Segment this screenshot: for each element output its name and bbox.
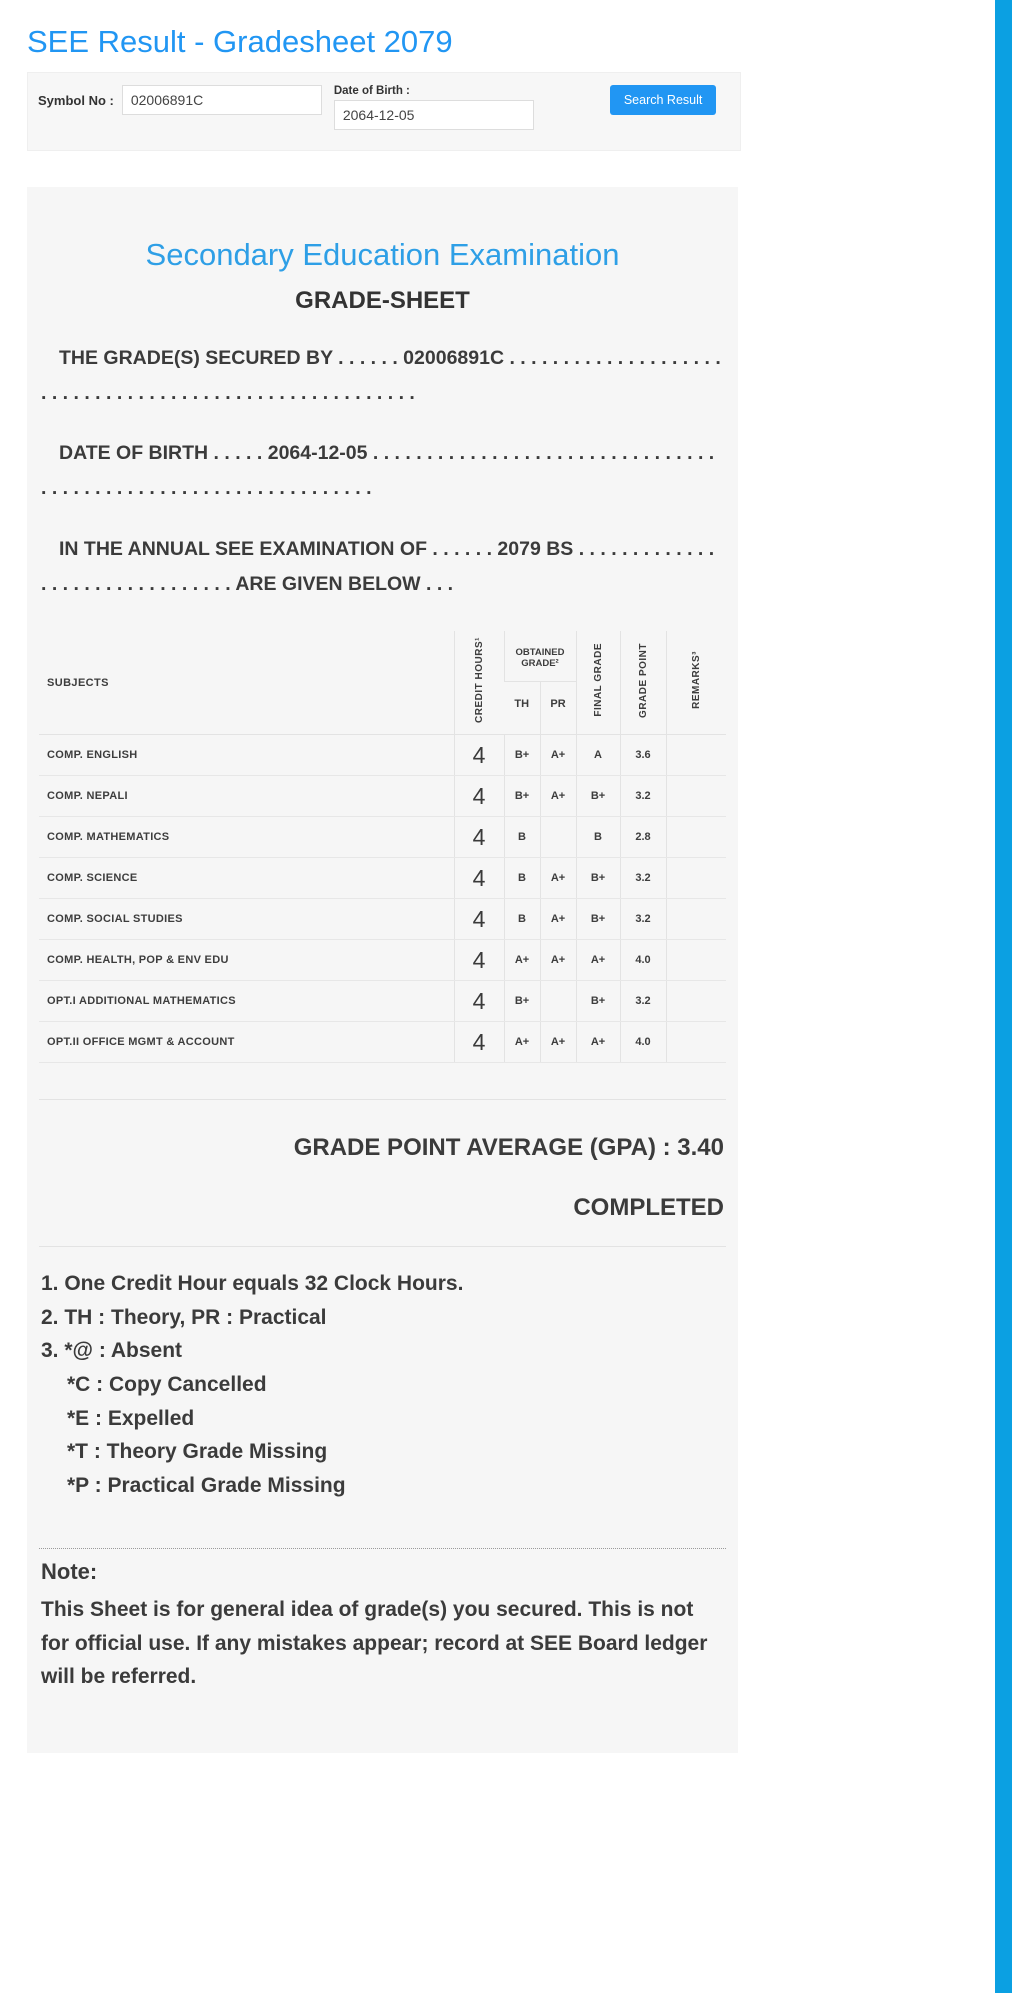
- main-content: [27, 24, 741, 1753]
- point-cell: 4.0: [620, 1022, 666, 1063]
- footnote-item: 3. *@ : Absent: [41, 1339, 183, 1363]
- exam-line: IN THE ANNUAL SEE EXAMINATION OF . . . . . . 2079 BS . . . . . . . . . . . . . . . . . . . . . . . . . . . . . . . ARE GIVEN BELOW . . .: [41, 537, 715, 595]
- search-result-button[interactable]: Search Result: [610, 85, 717, 115]
- point-cell: 3.2: [620, 899, 666, 940]
- subject-cell: COMP. SCIENCE: [39, 858, 454, 899]
- grade-point-header-text: GRADE POINT: [637, 642, 649, 718]
- pr-cell: A+: [540, 776, 576, 817]
- page-title: SEE Result - Gradesheet 2079: [27, 24, 453, 59]
- th-cell: B: [504, 858, 540, 899]
- remarks-cell: [666, 899, 726, 940]
- grades-table-header: [39, 631, 726, 734]
- table-row: [39, 899, 726, 940]
- gradesheet-card: [27, 187, 738, 1753]
- final-cell: A: [576, 735, 620, 776]
- credit-cell: 4: [454, 776, 504, 817]
- point-cell: 4.0: [620, 940, 666, 981]
- grades-table: [39, 631, 726, 1063]
- credit-cell: 4: [454, 817, 504, 858]
- th-cell: A+: [504, 940, 540, 981]
- gradesheet-subheading: GRADE-SHEET: [295, 287, 470, 314]
- subject-cell: COMP. MATHEMATICS: [39, 817, 454, 858]
- final-cell: B+: [576, 776, 620, 817]
- subjects-header: SUBJECTS: [39, 631, 454, 734]
- credit-cell: 4: [454, 1022, 504, 1063]
- table-row: [39, 735, 726, 776]
- footnote-item: 2. TH : Theory, PR : Practical: [41, 1305, 327, 1329]
- final-cell: A+: [576, 940, 620, 981]
- pr-cell: [540, 981, 576, 1022]
- exam-heading: Secondary Education Examination: [145, 237, 620, 272]
- note-label: Note:: [41, 1559, 98, 1585]
- final-cell: B+: [576, 858, 620, 899]
- point-cell: 3.2: [620, 776, 666, 817]
- table-row: [39, 981, 726, 1022]
- credit-cell: 4: [454, 899, 504, 940]
- symbol-label: Symbol No :: [38, 92, 114, 108]
- final-cell: A+: [576, 1022, 620, 1063]
- point-cell: 2.8: [620, 817, 666, 858]
- dob-input[interactable]: [334, 100, 534, 130]
- status-completed: COMPLETED: [39, 1194, 726, 1247]
- th-cell: B+: [504, 776, 540, 817]
- subject-cell: COMP. ENGLISH: [39, 735, 454, 776]
- symbol-group: [38, 85, 322, 115]
- dotted-divider: [39, 1548, 726, 1549]
- credit-cell: 4: [454, 940, 504, 981]
- footnote-subitem: *E : Expelled: [67, 1406, 195, 1430]
- search-panel: [27, 72, 741, 151]
- secured-line: THE GRADE(S) SECURED BY . . . . . . 02006891C . . . . . . . . . . . . . . . . . . . . . . . . . . . . . . . . . . . . . . . . . . . . . . . . . . . . . . .: [41, 347, 721, 404]
- credit-hours-header-text: CREDIT HOURS¹: [473, 637, 485, 724]
- table-row: [39, 940, 726, 981]
- point-cell: 3.2: [620, 981, 666, 1022]
- credit-cell: 4: [454, 735, 504, 776]
- remarks-header-text: REMARKS³: [690, 651, 702, 710]
- remarks-cell: [666, 1022, 726, 1063]
- subject-cell: COMP. HEALTH, POP & ENV EDU: [39, 940, 454, 981]
- gpa-line: GRADE POINT AVERAGE (GPA) : 3.40: [39, 1099, 726, 1162]
- dob-label: Date of Birth :: [333, 85, 410, 97]
- th-cell: B+: [504, 981, 540, 1022]
- table-row: [39, 817, 726, 858]
- subject-cell: OPT.II OFFICE MGMT & ACCOUNT: [39, 1022, 454, 1063]
- final-cell: B+: [576, 981, 620, 1022]
- th-cell: B: [504, 899, 540, 940]
- th-cell: B+: [504, 735, 540, 776]
- pr-cell: [540, 817, 576, 858]
- th-header: TH: [504, 682, 540, 735]
- credit-hours-header: [454, 631, 504, 734]
- pr-cell: A+: [540, 1022, 576, 1063]
- pr-cell: A+: [540, 858, 576, 899]
- subject-cell: OPT.I ADDITIONAL MATHEMATICS: [39, 981, 454, 1022]
- pr-cell: A+: [540, 735, 576, 776]
- table-row: [39, 858, 726, 899]
- final-grade-header: [576, 631, 620, 734]
- remarks-cell: [666, 940, 726, 981]
- remarks-cell: [666, 858, 726, 899]
- point-cell: 3.6: [620, 735, 666, 776]
- pr-header: PR: [540, 682, 576, 735]
- final-cell: B+: [576, 899, 620, 940]
- dob-group: [334, 85, 534, 130]
- note-text: This Sheet is for general idea of grade(s) you secured. This is not for official use. If any mistakes appear; record at SEE Board ledger will be referred.: [41, 1598, 708, 1688]
- th-cell: A+: [504, 1022, 540, 1063]
- table-row: [39, 776, 726, 817]
- subject-cell: COMP. NEPALI: [39, 776, 454, 817]
- footnote-item: 1. One Credit Hour equals 32 Clock Hours.: [41, 1272, 464, 1296]
- footnote-subitem: *P : Practical Grade Missing: [67, 1473, 346, 1497]
- remarks-cell: [666, 776, 726, 817]
- footnote-subitem: *C : Copy Cancelled: [67, 1372, 267, 1396]
- remarks-cell: [666, 735, 726, 776]
- point-cell: 3.2: [620, 858, 666, 899]
- scrollbar[interactable]: [995, 0, 1012, 1993]
- table-row: [39, 1022, 726, 1063]
- final-cell: B: [576, 817, 620, 858]
- footnotes: [39, 1267, 726, 1502]
- remarks-header: [666, 631, 726, 734]
- grade-point-header: [620, 631, 666, 734]
- th-cell: B: [504, 817, 540, 858]
- remarks-cell: [666, 817, 726, 858]
- pr-cell: A+: [540, 940, 576, 981]
- credit-cell: 4: [454, 858, 504, 899]
- symbol-input[interactable]: [122, 85, 322, 115]
- subject-cell: COMP. SOCIAL STUDIES: [39, 899, 454, 940]
- obtained-grade-header: OBTAINED GRADE²: [504, 631, 576, 682]
- footnote-subitem: *T : Theory Grade Missing: [67, 1440, 328, 1464]
- final-grade-header-text: FINAL GRADE: [592, 643, 604, 718]
- remarks-cell: [666, 981, 726, 1022]
- credit-cell: 4: [454, 981, 504, 1022]
- dob-line: DATE OF BIRTH . . . . . 2064-12-05 . . . . . . . . . . . . . . . . . . . . . . . . . . . . . . . . . . . . . . . . . . . . . . . . . . . . . . . . . . . . . . .: [41, 442, 715, 500]
- pr-cell: A+: [540, 899, 576, 940]
